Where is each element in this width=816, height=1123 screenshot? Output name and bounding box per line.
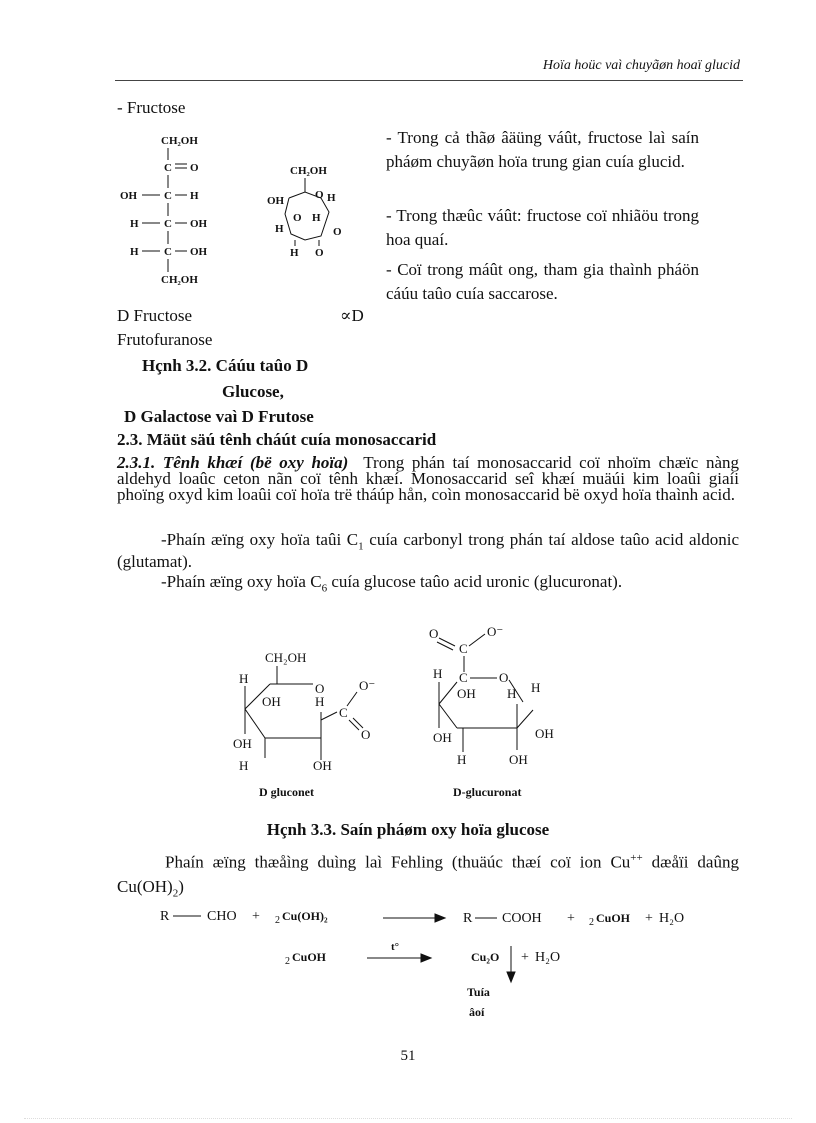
eq2-cuoh: CuOH xyxy=(292,950,327,964)
fehling-paragraph xyxy=(117,846,739,905)
p1-a: -Phaín æïng oxy hoïa taûi C xyxy=(161,530,359,549)
gcr-h4: H xyxy=(457,752,467,767)
gcr-c1: C xyxy=(459,641,468,656)
fehling-equations xyxy=(155,900,745,1030)
fructose-formulas xyxy=(115,128,375,293)
fehling-text-a: Phaín æïng thæåìng duìng laì Fehling (thuäúc thæí coï ion Cu xyxy=(165,852,631,872)
ring-h-bottom: H xyxy=(290,247,299,259)
section-2-3-1-text: Trong phán taí monosaccarid coï nhoïm chæïc nàng aldehyd loaûc ceton nãn coï tênh khæí. Monosaccarid seî khæí muäúi kim loaûi giaíi phoïng oxyd kim loaûi coï hoïa trë tháúp hån, coìn monosaccarid bë oxyd hoïa thaình acid. xyxy=(117,453,739,504)
lin-r4-right: OH xyxy=(190,218,208,230)
eq2-t: t° xyxy=(391,941,400,953)
ring-o-right: O xyxy=(333,226,342,238)
gcr-h3: H xyxy=(531,680,541,695)
fehling-text-c: ) xyxy=(178,876,184,896)
glc-oh3: OH xyxy=(313,758,332,773)
gcr-oh3: OH xyxy=(535,726,554,741)
page-number: 51 xyxy=(400,1048,416,1064)
header-rule xyxy=(115,80,743,81)
ring-h-left: H xyxy=(275,223,284,235)
fehling-sup: ++ xyxy=(630,852,643,864)
lin-o: O xyxy=(190,162,199,174)
eq2-cu2o: Cu₂O xyxy=(471,950,500,964)
lin-r4-left: H xyxy=(130,218,139,230)
gcr-oh1: OH xyxy=(457,686,476,701)
figure-3-3-structures xyxy=(225,620,585,805)
p1-b: cuía carbonyl trong phán taí aldose taûo acid aldonic (glutamat). xyxy=(117,530,740,572)
glc-o-minus: O⁻ xyxy=(359,678,376,693)
eq2-ppt1: Tuía xyxy=(467,985,490,999)
eq1-cooh: COOH xyxy=(502,911,542,926)
eq1-h2o: H₂O xyxy=(659,911,685,926)
lin-r5-right: OH xyxy=(190,246,208,258)
eq1-plus3: + xyxy=(645,911,653,926)
p2-b: cuía glucose taûo acid uronic (glucuronat). xyxy=(327,572,623,591)
glc-h2: H xyxy=(315,694,325,709)
ring-o-in: O xyxy=(293,212,302,224)
glc-o: O xyxy=(315,681,325,696)
eq1-coef: 2 xyxy=(275,915,280,926)
lin-bottom: CH₂OH xyxy=(161,274,198,286)
running-header: Hoïa hoüc vaì chuyãøn hoaï glucid xyxy=(542,58,740,73)
oxidation-c6-paragraph xyxy=(117,574,739,596)
gcr-oh4: OH xyxy=(509,752,528,767)
eq2-plus: + xyxy=(521,950,529,965)
eq1-cuoh: CuOH xyxy=(596,911,631,925)
glc-ch2oh: CH₂OH xyxy=(265,650,307,665)
lin-c2: C xyxy=(164,162,172,174)
glc-label: D gluconet xyxy=(259,785,314,799)
fructose-caption-right: ∝D xyxy=(340,306,364,325)
fructose-bullet-3: - Coï trong máût ong, tham gia thaình pháön cáúu taûo cuía saccarose. xyxy=(386,260,699,303)
p1-sub: 1 xyxy=(358,540,364,553)
glc-c: C xyxy=(339,705,348,720)
eq1-r2: R xyxy=(463,911,473,926)
eq1-cuoh-coef: 2 xyxy=(589,917,594,928)
gcr-o1: O xyxy=(429,626,439,641)
fructose-caption-cont: Frutofuranose xyxy=(117,330,213,349)
gcr-o-minus: O⁻ xyxy=(487,624,504,639)
eq1-plus1: + xyxy=(252,909,260,924)
figure-3-3-caption: Hçnh 3.3. Saín pháøm oxy hoïa glucose xyxy=(266,820,550,839)
ring-o: O xyxy=(315,189,324,201)
gcr-h1: H xyxy=(433,666,443,681)
section-2-3-1-heading: 2.3.1. Tênh khæí (bë oxy hoïa) xyxy=(117,453,349,472)
ring-top: CH₂OH xyxy=(290,165,327,177)
lin-top: CH₂OH xyxy=(161,135,198,147)
eq2-coef: 2 xyxy=(285,956,290,967)
fructose-caption-left: D Fructose xyxy=(117,306,193,325)
fehling-text-b: dæåïi daûng Cu(OH) xyxy=(117,852,739,896)
fehling-sub: 2 xyxy=(172,887,179,900)
footer-rule xyxy=(24,1118,792,1119)
ring-h1: H xyxy=(327,192,336,204)
lin-r3-c: C xyxy=(164,190,172,202)
eq2-h2o: H₂O xyxy=(535,950,561,965)
figure-3-2-caption-2: Glucose, xyxy=(222,382,284,401)
gcr-c2: C xyxy=(459,670,468,685)
eq1-plus2: + xyxy=(567,911,575,926)
glc-o2: O xyxy=(361,727,371,742)
glc-oh2: OH xyxy=(233,736,252,751)
lin-r3-right: H xyxy=(190,190,199,202)
lin-r4-c: C xyxy=(164,218,172,230)
fructose-bullet-1: - Trong cả thãø âäüng váût, fructose laì saín pháøm chuyãøn hoïa trung gian cuía glucid. xyxy=(386,128,699,171)
figure-3-2-caption-3: D Galactose vaì D Frutose xyxy=(124,407,314,426)
p2-sub: 6 xyxy=(321,582,328,595)
glc-h1: H xyxy=(239,671,249,686)
eq2-ppt2: âoí xyxy=(469,1005,485,1019)
lin-r5-c: C xyxy=(164,246,172,258)
lin-r5-left: H xyxy=(130,246,139,258)
gcr-o-ring: O xyxy=(499,670,509,685)
eq1-cho: CHO xyxy=(207,909,237,924)
fructose-bullet-2: - Trong thæûc váût: fructose coï nhiãöu trong hoa quaí. xyxy=(386,206,699,249)
eq1-cu: Cu(OH)₂ xyxy=(282,909,328,923)
ring-h-in: H xyxy=(312,212,321,224)
section-2-3-1-paragraph xyxy=(117,455,739,503)
figure-3-2-caption-1: Hçnh 3.2. Cáúu taûo D xyxy=(142,356,309,375)
lin-r3-left: OH xyxy=(120,190,138,202)
oxidation-c1-paragraph xyxy=(117,532,739,570)
ring-oh: OH xyxy=(267,195,285,207)
p2-a: -Phaín æïng oxy hoïa C xyxy=(161,572,322,591)
gcr-h2: H xyxy=(507,686,517,701)
section-2-3-heading: 2.3. Mäüt säú tênh cháút cuía monosaccarid xyxy=(117,430,437,449)
glc-h3: H xyxy=(239,758,249,773)
ring-o-bottom: O xyxy=(315,247,324,259)
fructose-label: - Fructose xyxy=(117,98,186,117)
gcr-oh2: OH xyxy=(433,730,452,745)
eq1-r: R xyxy=(160,909,170,924)
glc-oh1: OH xyxy=(262,694,281,709)
gcr-label: D-glucuronat xyxy=(453,785,522,799)
